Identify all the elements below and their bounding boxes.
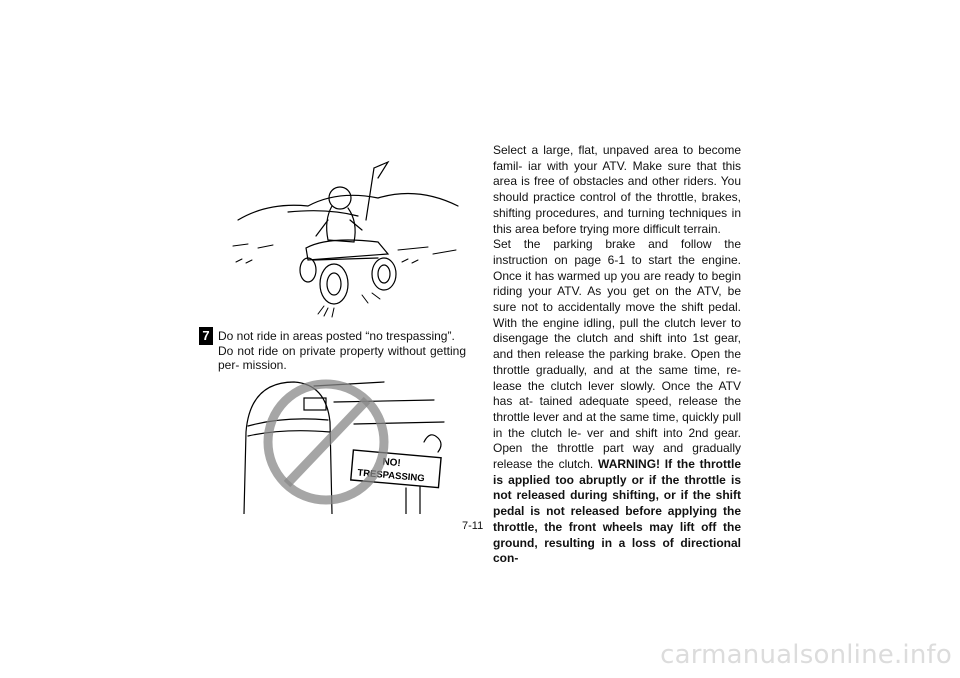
no-trespassing-illustration: [234, 372, 452, 514]
starting-out-paragraph: [493, 237, 741, 567]
private-property-warning-line: Do not ride on private property without getting per- mission.: [218, 343, 466, 372]
watermark: carmanualsonline.info: [660, 640, 952, 670]
left-column-text: [218, 329, 466, 373]
sign-text-no: NO!: [381, 456, 402, 470]
trespassing-warning-line: Do not ride in areas posted “no trespassing”.: [218, 329, 455, 343]
right-column-text: [493, 143, 741, 567]
atv-rider-illustration: [228, 150, 462, 324]
chapter-tab: 7: [199, 327, 213, 345]
starting-out-text: Set the parking brake and follow the instruction on page 6-1 to start the engine. Once it has warmed up you are ready to begin riding your ATV. As you get on the ATV, be sure not to accidentally move the shift pedal. With the engine idling, pull the clutch lever to disengage the clutch and shift into 1st gear, and then release the parking brake. Open the throttle gradually, and at the same time, re- lease the clutch lever slowly. Once the ATV has at- tained adequate speed, release the throttle lever and at the same time, quickly pull in the clutch le- ver and shift into 2nd gear. Open the throttle part way and gradually release the clutch.: [493, 237, 741, 472]
page-number: 7-11: [462, 520, 484, 532]
sign-text-trespassing: TRESPASSING: [356, 467, 426, 485]
warning-text: WARNING! If the throttle is applied too abruptly or if the throttle is not released during shifting, or if the shift pedal is not released before applying the throttle, the front wheels may lift off the ground, resulting in a loss of directional con-: [493, 457, 742, 566]
practice-area-paragraph: Select a large, flat, unpaved area to become famil- iar with your ATV. Make sure that this area is free of obstacles and other riders. You should practice control of the throttle, brakes, shifting procedures, and turning techniques in this area before trying more difficult terrain.: [493, 143, 741, 236]
